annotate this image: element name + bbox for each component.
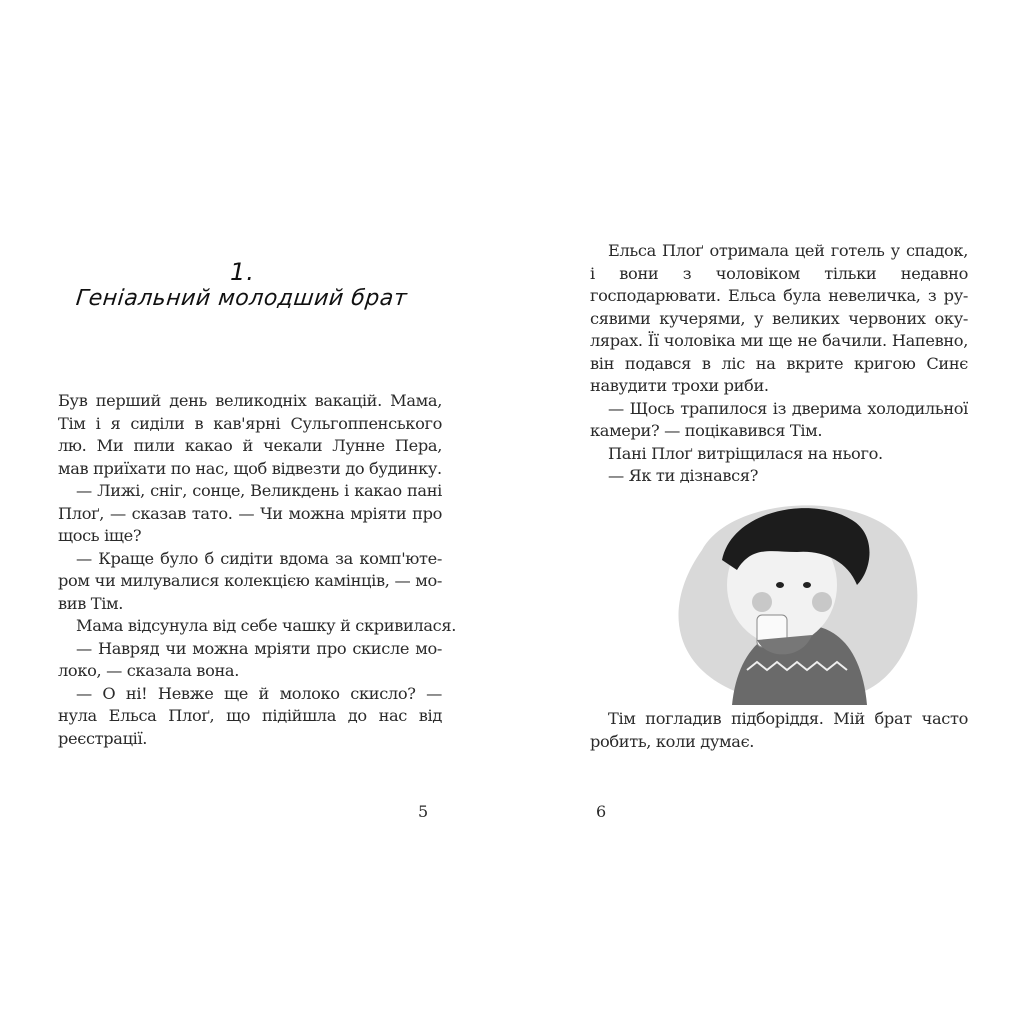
text-line: лярах. Її чоловіка ми ще не бачили. Напевно,	[590, 331, 968, 350]
page-number: 5	[418, 802, 429, 821]
text-line: робить, коли думає.	[590, 731, 755, 751]
text-line: — О ні! Невже ще й молоко скисло? —	[76, 683, 442, 703]
text-line: навудити трохи риби.	[590, 376, 769, 395]
text-line: реєстрації.	[58, 728, 148, 748]
text-line: — Краще було б сидіти вдома за комп'юте-	[76, 548, 442, 568]
right-page	[512, 0, 1024, 1024]
text-line: — Щось трапилося із дверима холодильної	[608, 398, 968, 418]
page-number: 6	[596, 802, 607, 821]
text-line: щось іще?	[58, 526, 142, 545]
body-text	[58, 390, 457, 750]
body-text-bottom	[590, 708, 968, 753]
text-line: Мама відсунула від себе чашку й скривилася.	[76, 616, 457, 635]
text-line: сявими кучерями, у великих червоних оку-	[590, 308, 968, 328]
text-line: Пані Плоґ витріщилася на нього.	[608, 443, 883, 463]
text-line: — Як ти дізнався?	[608, 466, 759, 485]
chapter-title: Геніальний молодший брат	[74, 286, 409, 311]
text-line: камери? — поцікавився Тім.	[590, 421, 823, 440]
text-line: мав приїхати по нас, щоб відвезти до будинку.	[58, 458, 442, 478]
text-line: Ельса Плоґ отримала цей готель у спадок,	[608, 241, 968, 260]
text-line: і вони з чоловіком тільки недавно	[590, 263, 968, 283]
body-text-top	[590, 240, 968, 488]
text-line: — Навряд чи можна мріяти про скисле мо-	[76, 638, 442, 658]
text-line: Був перший день великодніх вакацій. Мама,	[58, 391, 442, 410]
text-line: локо, — сказала вона.	[58, 661, 240, 680]
text-line: господарювати. Ельса була невеличка, з ру-	[590, 286, 968, 305]
text-line: Плоґ, — сказав тато. — Чи можна мріяти про	[58, 503, 442, 523]
chapter-number: 1.	[230, 258, 255, 286]
text-line: Тім погладив підборіддя. Мій брат часто	[608, 709, 968, 728]
text-line: він подався в ліс на вкрите кригою Синє	[590, 353, 968, 373]
text-line: нула Ельса Плоґ, що підійшла до нас від	[58, 706, 442, 725]
text-line: вив Тім.	[58, 593, 124, 613]
text-line: лю. Ми пили какао й чекали Лунне Пера,	[58, 436, 442, 455]
text-line: Тім і я сиділи в кав'ярні Сульгоппенського	[58, 413, 442, 433]
text-line: — Лижі, сніг, сонце, Великдень і какао пані	[76, 481, 442, 500]
text-line: ром чи милувалися колекцією камінців, — мо-	[58, 571, 442, 590]
boy-illustration	[662, 490, 922, 705]
